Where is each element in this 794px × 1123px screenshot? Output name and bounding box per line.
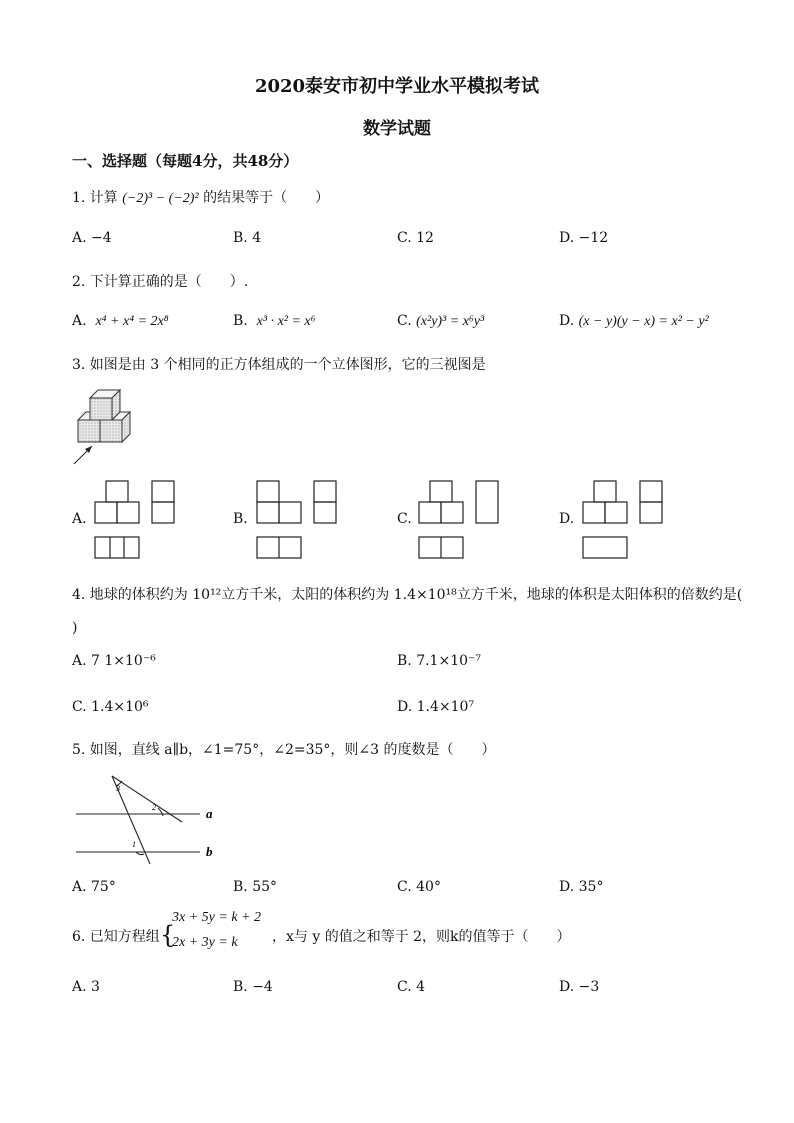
- q3-option-d-views[interactable]: [580, 478, 670, 562]
- option-text: 7.1×10⁻⁷: [416, 653, 482, 669]
- q2-option-c[interactable]: [397, 313, 484, 330]
- option-label: A.: [72, 979, 87, 995]
- q5-option-a[interactable]: [72, 879, 116, 895]
- option-text: −3: [578, 979, 600, 995]
- page-title: 2020泰安市初中学业水平模拟考试: [254, 76, 540, 97]
- option-text: 4: [252, 230, 262, 246]
- option-label: B.: [233, 979, 248, 995]
- option-label: D.: [559, 313, 575, 329]
- option-label: B.: [233, 879, 248, 895]
- question-4: 4. 地球的体积约为 10¹²立方千米，太阳的体积约为 1.4×10¹⁸立方千米，地球的体积是太阳体积的倍数约是(: [72, 587, 743, 603]
- option-label: A.: [72, 230, 87, 246]
- question-1: [72, 187, 329, 207]
- question-6-stem-pre: 6. 已知方程组: [72, 929, 160, 945]
- q1-option-c[interactable]: [397, 230, 434, 246]
- option-text: 55°: [252, 879, 278, 895]
- option-text: 3: [91, 979, 100, 995]
- question-3: 3. 如图是由 3 个相同的正方体组成的一个立体图形，它的三视图是: [72, 357, 486, 373]
- q2-option-d[interactable]: [559, 313, 709, 330]
- system-brace: {: [160, 921, 176, 949]
- option-text: 4: [416, 979, 426, 995]
- q2-option-b[interactable]: [233, 313, 316, 330]
- q6-option-d[interactable]: [559, 979, 599, 995]
- option-label: C.: [397, 979, 412, 995]
- q3-option-c-views[interactable]: [416, 478, 506, 562]
- q6-option-c[interactable]: [397, 979, 425, 995]
- option-text: 7 1×10⁻⁶: [91, 653, 156, 669]
- option-label: D.: [559, 879, 575, 895]
- q6-option-a[interactable]: [72, 979, 100, 995]
- option-text: 1.4×10⁷: [416, 699, 475, 715]
- page-subtitle: 数学试题: [363, 119, 431, 139]
- q5-option-c[interactable]: [397, 879, 441, 895]
- question-5: 5. 如图，直线 a∥b，∠1=75°，∠2=35°，则∠3 的度数是（ ）: [72, 742, 496, 758]
- line-b-label: b: [206, 844, 213, 859]
- option-label: A.: [72, 653, 87, 669]
- option-text: 40°: [416, 879, 441, 895]
- line-a-label: a: [206, 806, 213, 821]
- angle-3-label: 3: [116, 784, 120, 793]
- option-label: D.: [559, 979, 575, 995]
- q5-option-b[interactable]: [233, 879, 277, 895]
- option-text: 12: [416, 230, 434, 246]
- option-text: 75°: [91, 879, 116, 895]
- angle-1-label: 1: [132, 840, 136, 849]
- option-text: −4: [91, 230, 112, 246]
- option-label: A.: [72, 879, 87, 895]
- q4-option-a[interactable]: [72, 653, 156, 669]
- equation-1: 3x + 5y = k + 2: [172, 910, 261, 925]
- option-text: (x − y)(y − x) = x² − y²: [578, 314, 709, 329]
- q6-option-b[interactable]: [233, 979, 273, 995]
- q1-option-a[interactable]: [72, 230, 112, 246]
- question-4-cont: ): [72, 620, 78, 636]
- option-label: C.: [397, 879, 412, 895]
- parallel-lines-figure: [72, 772, 232, 867]
- q1-option-d[interactable]: [559, 230, 608, 246]
- q3-option-c-label[interactable]: C.: [397, 511, 412, 527]
- option-label: A.: [72, 313, 87, 329]
- q3-option-a-views[interactable]: [92, 478, 182, 562]
- q3-option-b-views[interactable]: [254, 478, 344, 562]
- option-label: C.: [72, 699, 87, 715]
- option-label: C.: [397, 230, 412, 246]
- option-label: B.: [233, 313, 248, 329]
- angle-2-label: 2: [152, 803, 156, 812]
- q4-option-b[interactable]: [397, 653, 481, 669]
- q3-option-d-label[interactable]: D.: [559, 511, 575, 527]
- cube-solid-figure: [70, 386, 140, 468]
- q1-stem-post: 的结果等于（ ）: [203, 190, 330, 206]
- q2-option-a[interactable]: [72, 313, 169, 330]
- question-2: 2. 下计算正确的是（ ）.: [72, 274, 249, 290]
- q1-option-b[interactable]: [233, 230, 261, 246]
- q5-option-d[interactable]: [559, 879, 603, 895]
- q4-option-d[interactable]: [397, 699, 474, 715]
- option-text: 1.4×10⁶: [91, 699, 149, 715]
- q3-option-a-label[interactable]: A.: [72, 511, 87, 527]
- q1-expression: (−2)³ − (−2)²: [122, 191, 199, 206]
- option-text: −4: [252, 979, 273, 995]
- option-text: x⁴ + x⁴ = 2x⁸: [95, 314, 169, 329]
- q3-option-b-label[interactable]: B.: [233, 511, 248, 527]
- option-text: 35°: [578, 879, 604, 895]
- option-label: D.: [559, 230, 575, 246]
- option-text: (x²y)³ = x⁶y³: [416, 314, 485, 329]
- option-label: C.: [397, 313, 412, 329]
- option-label: B.: [397, 653, 412, 669]
- question-6-stem-post: ，x与 y 的值之和等于 2，则k的值等于（ ）: [272, 929, 571, 945]
- option-text: x³ · x² = x⁶: [256, 314, 316, 329]
- option-label: B.: [233, 230, 248, 246]
- section-header: 一、选择题（每题4分，共48分）: [72, 152, 299, 170]
- q4-option-c[interactable]: [72, 699, 149, 715]
- equation-2: 2x + 3y = k: [172, 935, 238, 950]
- option-label: D.: [397, 699, 413, 715]
- q1-stem-pre: 1. 计算: [72, 190, 118, 206]
- option-text: −12: [578, 230, 609, 246]
